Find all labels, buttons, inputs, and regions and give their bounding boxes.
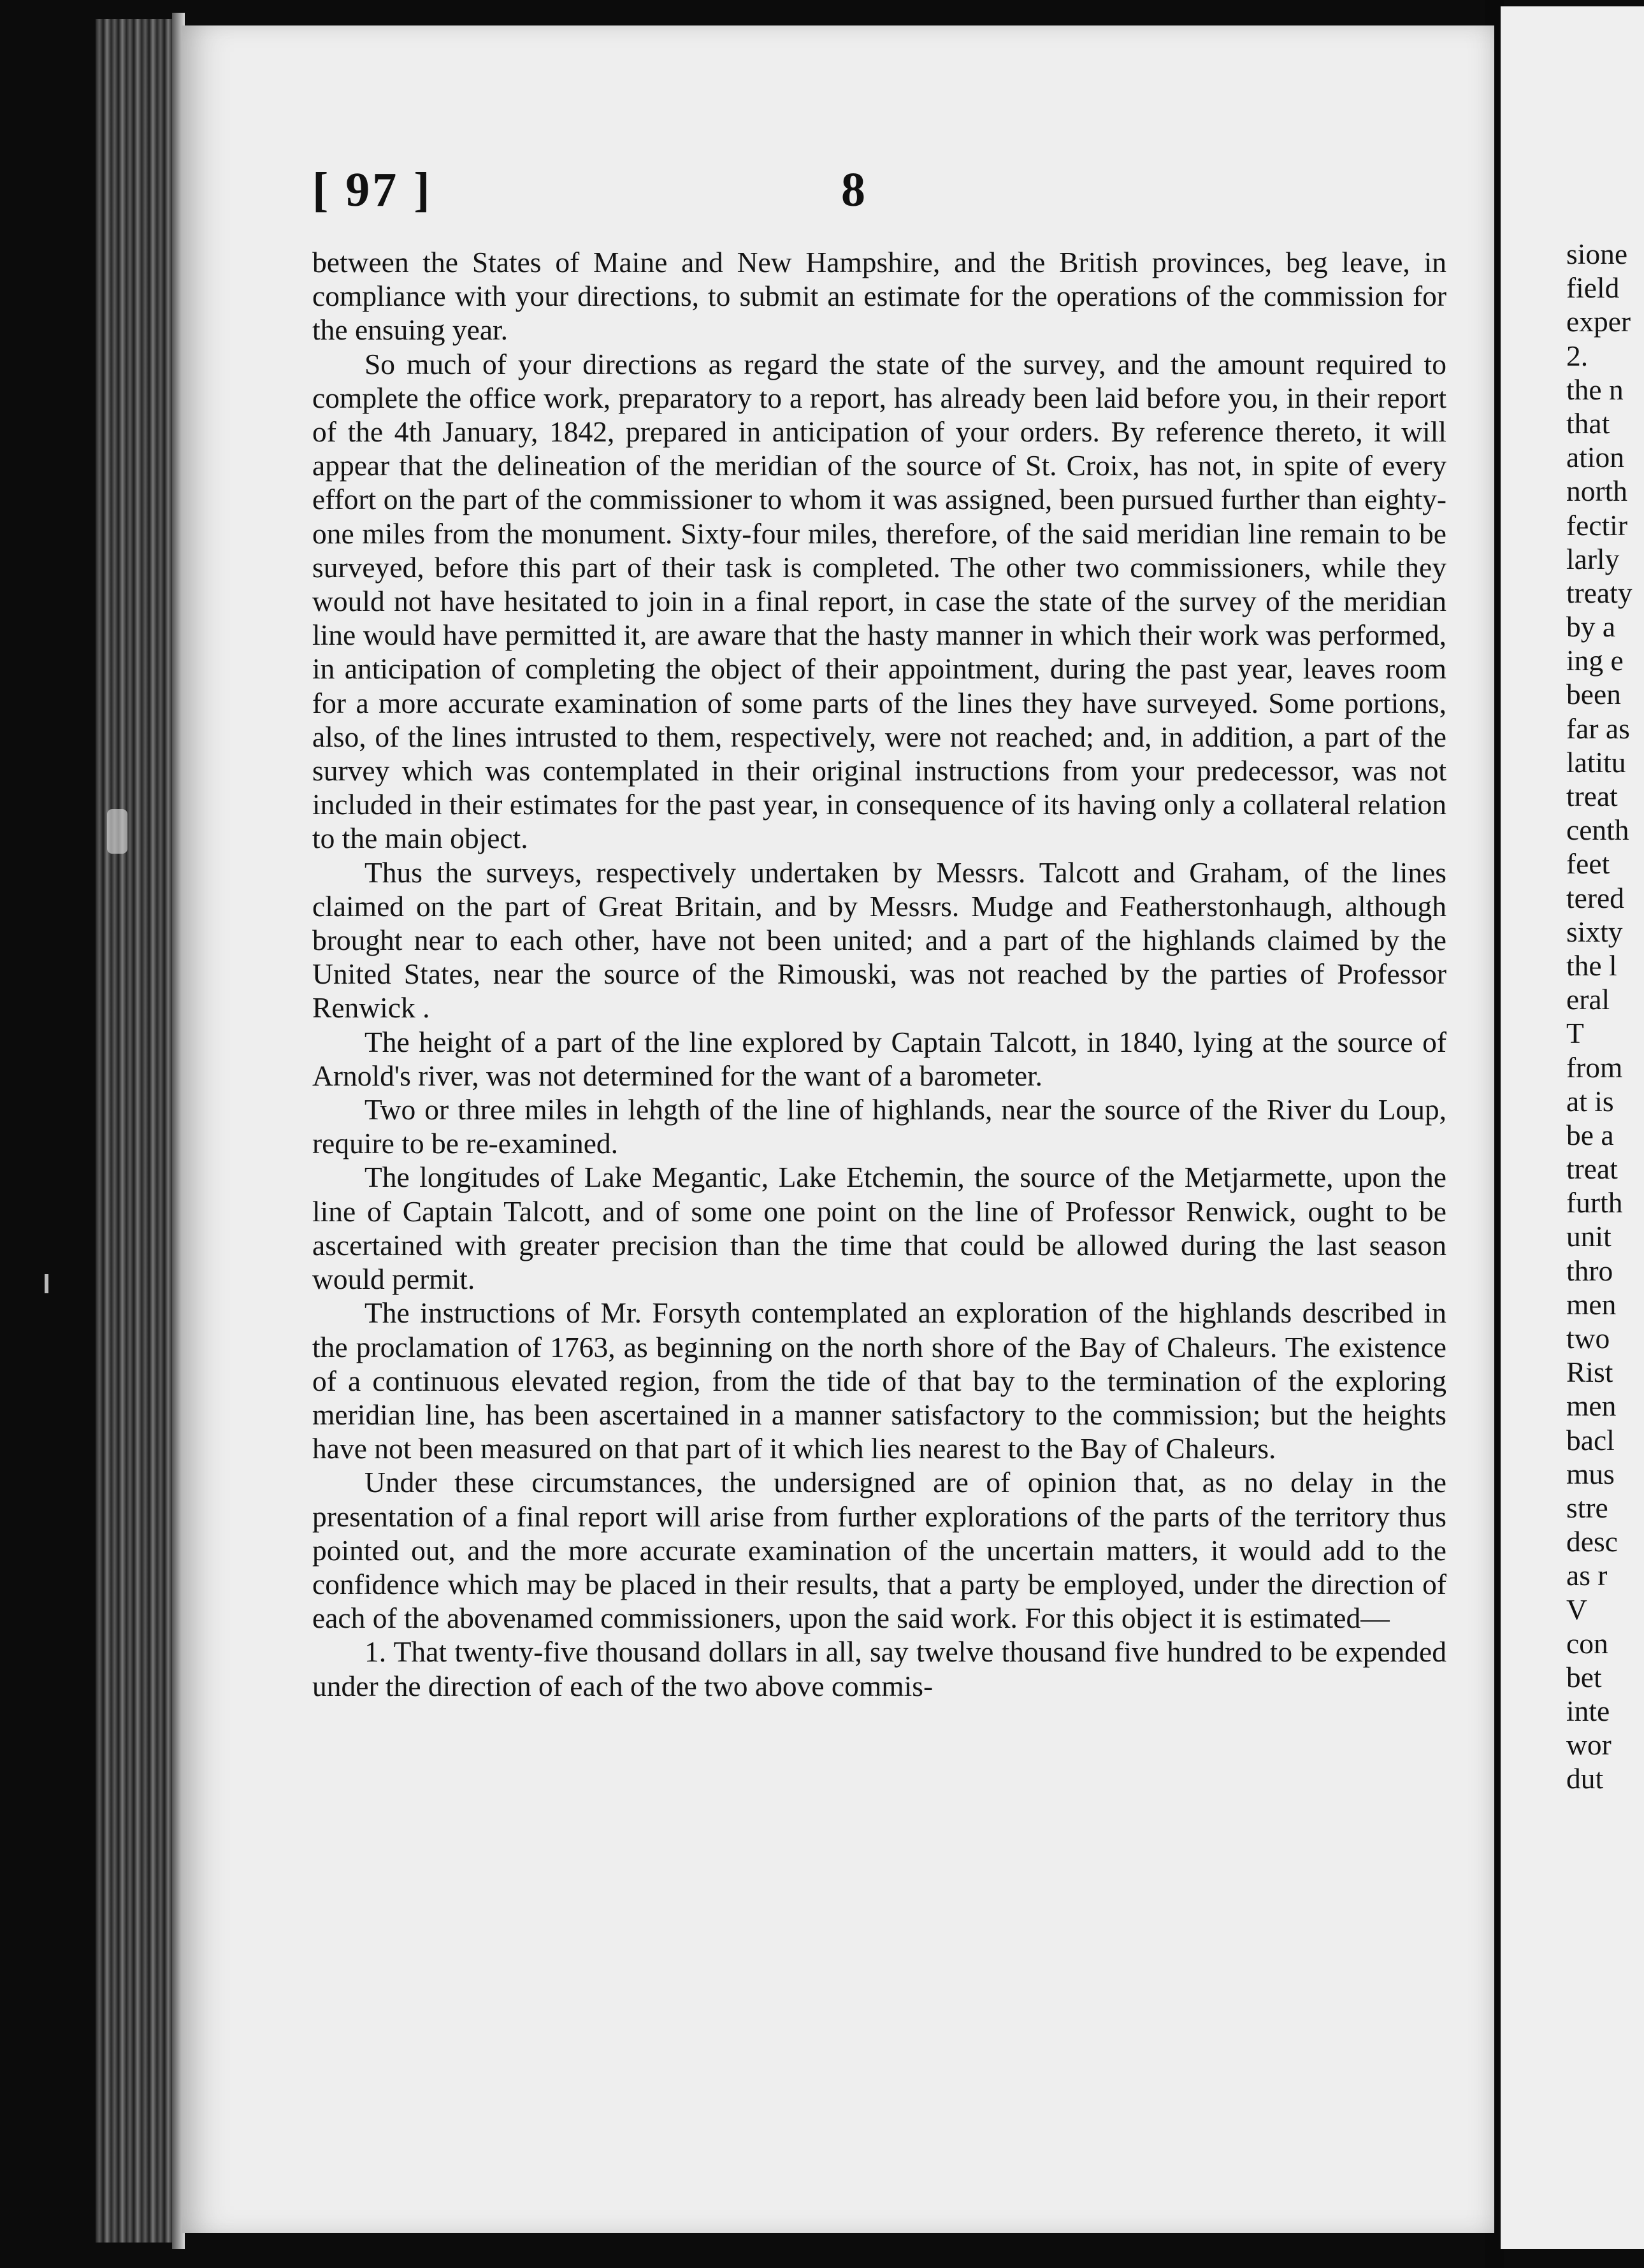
facing-page-line: at is xyxy=(1566,1084,1614,1117)
paragraph: Under these circumstances, the undersigned are of opinion that, as no delay in the presentation of a final report will arise from further explorations of the parts of the territory thus pointed out, and the more accurate examination of the uncertain matters, it would add to the confidence which may be placed in their results, that a party be employed, under the direction of each of the abovenamed commissioners, upon the said work. For this object it is estimated— xyxy=(312,1466,1446,1635)
facing-page-line: bet xyxy=(1566,1660,1602,1693)
facing-page-line: sixty xyxy=(1566,915,1623,948)
facing-page-line: from xyxy=(1566,1051,1623,1084)
facing-page-line: been xyxy=(1566,678,1621,711)
paragraph: Two or three miles in lehgth of the line of highlands, near the source of the River du Loup, require to be re-examined. xyxy=(312,1093,1446,1160)
facing-page-line: ing e xyxy=(1566,644,1624,677)
facing-page-line: by a xyxy=(1566,610,1616,643)
body-text xyxy=(312,245,1446,1703)
facing-page-line: feet xyxy=(1566,847,1610,880)
page-number: 8 xyxy=(841,163,865,217)
document-reference: [ 97 ] xyxy=(312,163,433,217)
facing-page-line: field xyxy=(1566,271,1620,305)
facing-page-line: sione xyxy=(1566,238,1628,270)
facing-page-line: the n xyxy=(1566,373,1624,406)
facing-page-line: be a xyxy=(1566,1118,1614,1151)
facing-page-line: fectir xyxy=(1566,508,1627,542)
facing-page-line: treat xyxy=(1566,1152,1618,1186)
facing-page-line: the l xyxy=(1566,949,1617,982)
facing-page-line: exper xyxy=(1566,305,1631,338)
facing-page-line: men xyxy=(1566,1389,1617,1423)
facing-page-text xyxy=(1566,237,1644,1796)
paragraph: The height of a part of the line explored by Captain Talcott, in 1840, lying at the source of Arnold's river, was not determined for the want of a barometer. xyxy=(312,1025,1446,1092)
facing-page-line: men xyxy=(1566,1288,1617,1321)
facing-page-line: that xyxy=(1566,406,1610,440)
facing-page-line: far as xyxy=(1566,712,1630,745)
paragraph: The instructions of Mr. Forsyth contemplated an exploration of the highlands described in the proclamation of 1763, as beginning on the north shore of the Bay of Chaleurs. The existence of a continuous elevated region, from the tide of that bay to the termination of the exploring meridian line, has been ascertained in a manner satisfactory to the commission; but the heights have not been measured on that part of it which lies nearest to the Bay of Chaleurs. xyxy=(312,1296,1446,1465)
facing-page-line: centh xyxy=(1566,814,1629,847)
book-spine xyxy=(96,19,178,2243)
facing-page-line: thro xyxy=(1566,1254,1613,1287)
facing-page-line: 2. xyxy=(1566,339,1589,372)
facing-page-line: V xyxy=(1566,1593,1587,1626)
facing-page-line: desc xyxy=(1566,1525,1618,1558)
facing-page-line: wor xyxy=(1566,1728,1612,1762)
facing-page-line: con xyxy=(1566,1626,1608,1660)
facing-page-line: tered xyxy=(1566,881,1624,914)
facing-page-line: mus xyxy=(1566,1457,1615,1490)
facing-page-line: latitu xyxy=(1566,745,1626,779)
facing-page-line: T xyxy=(1566,1017,1584,1050)
facing-page-line: inte xyxy=(1566,1695,1610,1728)
page-blemish xyxy=(45,1274,48,1293)
facing-page-line: two xyxy=(1566,1322,1610,1354)
facing-page-line: furth xyxy=(1566,1186,1623,1219)
paragraph: Thus the surveys, respectively undertaken by Messrs. Talcott and Graham, of the lines claimed on the part of Great Britain, and by Messrs. Mudge and Featherstonhaugh, although brought near to each other, have not been united; and a part of the highlands claimed by the United States, near the source of the Rimouski, was not reached by the parties of Professor Renwick . xyxy=(312,856,1446,1024)
facing-page-line: dut xyxy=(1566,1762,1604,1795)
facing-page-line: treaty xyxy=(1566,576,1633,609)
facing-page-line: bacl xyxy=(1566,1423,1615,1456)
paragraph: 1. That twenty-five thousand dollars in all, say twelve thousand five hundred to be expended under the direction of each of the two above commis- xyxy=(312,1635,1446,1702)
facing-page-line: eral xyxy=(1566,983,1610,1016)
paragraph: So much of your directions as regard the state of the survey, and the amount required to complete the office work, preparatory to a report, has already been laid before you, in their report of the 4th January, 1842, prepared in anticipation of your orders. By reference thereto, it will appear that the delineation of the meridian of the source of St. Croix, has not, in spite of every effort on the part of the commissioner to whom it was assigned, been pursued further than eighty-one miles from the monument. Sixty-four miles, therefore, of the said meridian line remain to be surveyed, before this part of their task is completed. The other two commissioners, while they would not have hesitated to join in a final report, in case the state of the survey of the meridian line would have permitted it, are aware that the hasty manner in which their work was performed, in anticipation of completing the object of their appointment, during the past year, leaves room for a more accurate examination of some parts of the lines they have surveyed. Some portions, also, of the lines intrusted to them, respectively, were not reached; and, in addition, a part of the survey which was contemplated in their original instructions from your predecessor, was not included in their estimates for the past year, in consequence of its having only a collateral relation to the main object. xyxy=(312,347,1446,855)
page-blemish xyxy=(107,809,127,854)
facing-page-line: Rist xyxy=(1566,1356,1613,1389)
paragraph: The longitudes of Lake Megantic, Lake Etchemin, the source of the Metjarmette, upon the line of Captain Talcott, and of some one point on the line of Professor Renwick, ought to be ascertained with greater precision than the time that could be allowed during the last season would permit. xyxy=(312,1161,1446,1296)
paragraph: between the States of Maine and New Hampshire, and the British provinces, beg leave, in compliance with your directions, to submit an estimate for the operations of the commission for the ensuing year. xyxy=(312,246,1446,347)
facing-page-line: unit xyxy=(1566,1220,1612,1253)
facing-page-line: north xyxy=(1566,475,1628,508)
facing-page-line: ation xyxy=(1566,441,1624,474)
facing-page-line: as r xyxy=(1566,1559,1608,1592)
facing-page-line: larly xyxy=(1566,542,1620,575)
facing-page-line: treat xyxy=(1566,780,1618,812)
facing-page-line: stre xyxy=(1566,1491,1608,1524)
page-header xyxy=(312,162,1204,239)
